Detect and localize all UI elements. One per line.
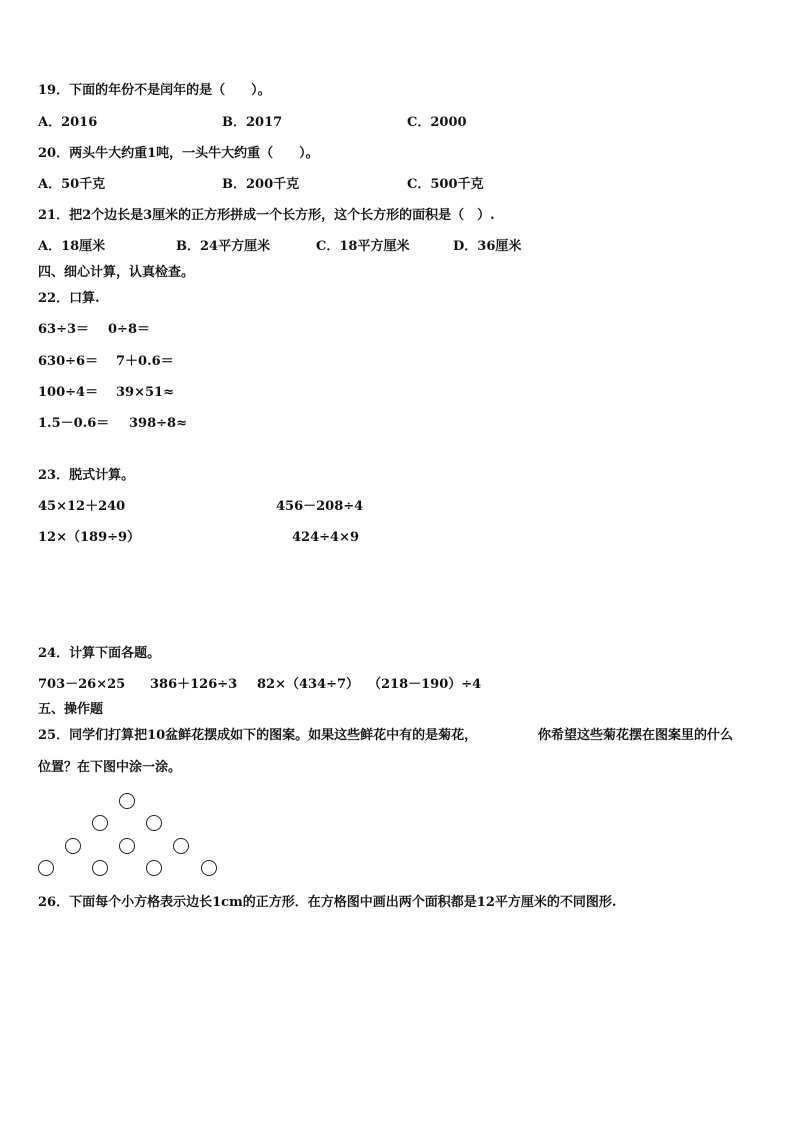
q23-item: 424÷4×9 [292,530,360,545]
q22-item: 398÷8≈ [129,416,187,431]
flower-circle[interactable] [201,860,217,876]
q23-stem: 23．脱式计算。 [38,468,135,483]
q22-item: 63÷3＝ [38,322,90,337]
flower-circle[interactable] [146,860,162,876]
q26-stem: 26．下面每个小方格表示边长1cm的正方形．在方格图中画出两个面积都是12平方厘米的不同图形. [38,895,617,910]
flower-circle[interactable] [38,860,54,876]
q21-option-a: A．18厘米 [38,239,106,254]
q20-option-c: C．500千克 [407,177,484,192]
flower-circle[interactable] [92,815,108,831]
section-5-heading: 五、操作题 [38,702,104,717]
q24-item: 386＋126÷3 [150,677,238,692]
q22-stem: 22．口算. [38,291,100,306]
q25-line1-part2: 你希望这些菊花摆在图案里的什么 [538,728,734,743]
q22-item: 100÷4＝ [38,385,99,400]
q23-item: 45×12＋240 [38,499,126,514]
flower-circle[interactable] [119,793,135,809]
q21-stem: 21．把2个边长是3厘米的正方形拼成一个长方形，这个长方形的面积是（ ）. [38,208,495,223]
q19-option-b: B．2017 [222,115,283,130]
q20-stem: 20．两头牛大约重1吨，一头牛大约重（ ）。 [38,146,319,161]
q20-option-b: B．200千克 [222,177,300,192]
flower-circle[interactable] [119,838,135,854]
flower-circle[interactable] [146,815,162,831]
flower-circle[interactable] [65,838,81,854]
q25-line2: 位置？在下图中涂一涂。 [38,760,182,775]
q21-option-b: B．24平方厘米 [176,239,271,254]
q24-stem: 24．计算下面各题。 [38,646,161,661]
q25-line1-part1: 25．同学们打算把10盆鲜花摆成如下的图案。如果这些鲜花中有的是菊花， [38,728,478,743]
q20-option-a: A．50千克 [38,177,106,192]
flower-circle[interactable] [173,838,189,854]
flower-circle[interactable] [92,860,108,876]
q24-item: 82×（434÷7） [257,677,360,692]
q22-item: 39×51≈ [116,385,174,400]
q23-item: 456－208÷4 [276,499,364,514]
q19-option-a: A．2016 [38,115,98,130]
q22-item: 1.5－0.6＝ [38,416,110,431]
q22-item: 0÷8＝ [108,322,150,337]
q21-option-c: C．18平方厘米 [316,239,410,254]
q19-option-c: C．2000 [407,115,467,130]
q23-item: 12×（189÷9） [38,530,141,545]
section-4-heading: 四、细心计算，认真检查。 [38,265,195,280]
q19-stem: 19．下面的年份不是闰年的是（ ）。 [38,83,271,98]
q24-item: （218－190）÷4 [368,677,482,692]
q24-item: 703－26×25 [38,677,126,692]
q21-option-d: D．36厘米 [453,239,522,254]
q22-item: 630÷6＝ [38,354,99,369]
q22-item: 7＋0.6＝ [116,354,174,369]
